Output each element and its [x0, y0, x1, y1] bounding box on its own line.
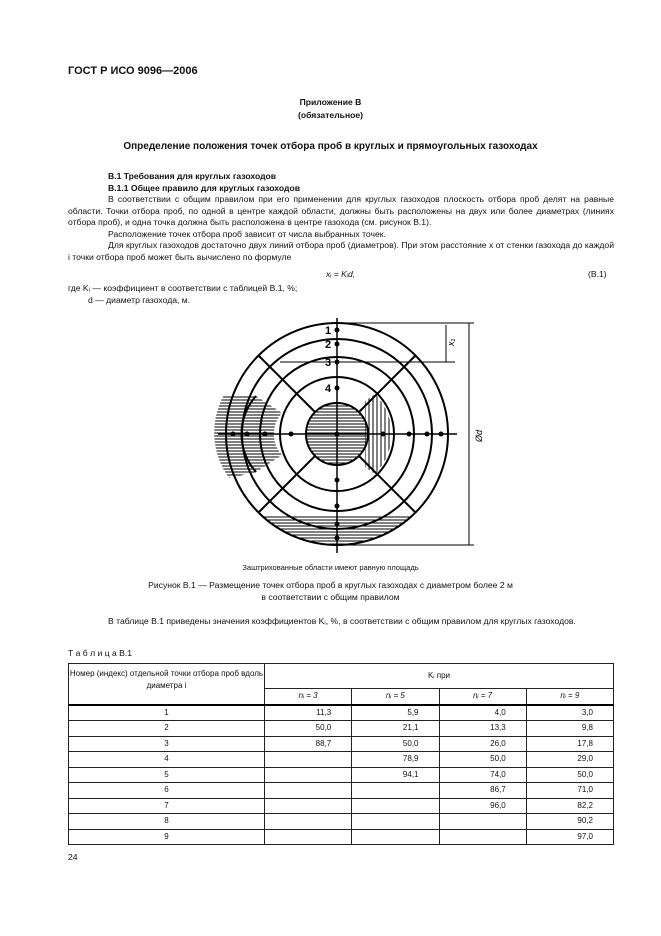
- table-row: [69, 736, 614, 752]
- table-cell: 94,1: [352, 767, 439, 783]
- table-title: Т а б л и ц а В.1: [68, 648, 133, 658]
- table-cell: 74,0: [439, 767, 526, 783]
- table-cell: 86,7: [439, 783, 526, 799]
- table-cell: 26,0: [439, 736, 526, 752]
- table-cell: 3,0: [526, 705, 613, 721]
- table-cell: 3: [69, 736, 265, 752]
- table-row: [69, 752, 614, 768]
- section-title: В.1 Требования для круглых газоходов: [108, 171, 277, 181]
- column-header: nᵢ = 5: [352, 689, 439, 705]
- table-row: [69, 783, 614, 799]
- column-header: nᵢ = 7: [439, 689, 526, 705]
- column-header: Номер (индекс) отдельной точки отбора проб вдоль диаметра i: [69, 664, 265, 705]
- table-cell: 78,9: [352, 752, 439, 768]
- point-label: 1: [325, 325, 332, 337]
- table-row: [69, 767, 614, 783]
- table-cell: 82,2: [526, 798, 613, 814]
- table-row: [69, 798, 614, 814]
- table-cell: 8: [69, 814, 265, 830]
- sampling-points-diagram: [200, 315, 500, 560]
- table-cell: 88,7: [265, 736, 352, 752]
- table-cell: 13,3: [439, 721, 526, 737]
- table-cell: [265, 752, 352, 768]
- table-cell: [265, 814, 352, 830]
- figure-note: Заштрихованные области имеют равную площадь: [242, 563, 419, 572]
- table-cell: 17,8: [526, 736, 613, 752]
- table-cell: 4,0: [439, 705, 526, 721]
- table-cell: [352, 814, 439, 830]
- column-header: nᵢ = 9: [526, 689, 613, 705]
- table-row: [69, 814, 614, 830]
- table-cell: 50,0: [439, 752, 526, 768]
- table-cell: [352, 798, 439, 814]
- table-cell: 1: [69, 705, 265, 721]
- table-cell: 5,9: [352, 705, 439, 721]
- definition: где Kᵢ — коэффициент в соответствии с таблицей В.1, %;: [68, 283, 298, 293]
- table-cell: 97,0: [526, 829, 613, 845]
- table-cell: [265, 798, 352, 814]
- table-cell: [439, 814, 526, 830]
- point-label: 3: [325, 357, 332, 369]
- paragraph: Для круглых газоходов достаточно двух линий отбора проб (диаметров). При этом расстояние x от стенки газохода до каждой i точки отбора проб может быть вычислено по формуле: [68, 240, 614, 262]
- figure-caption: в соответствии с общим правилом: [261, 592, 400, 602]
- column-group-header: Kᵢ при: [265, 664, 614, 689]
- table-cell: [352, 829, 439, 845]
- table-cell: 50,0: [265, 721, 352, 737]
- table-cell: 90,2: [526, 814, 613, 830]
- table-cell: 4: [69, 752, 265, 768]
- table-cell: 50,0: [526, 767, 613, 783]
- table-row: [69, 705, 614, 721]
- table-cell: 6: [69, 783, 265, 799]
- table-cell: 50,0: [352, 736, 439, 752]
- table-cell: 21,1: [352, 721, 439, 737]
- table-cell: [265, 767, 352, 783]
- figure-caption: Рисунок В.1 — Размещение точек отбора проб в круглых газоходах с диаметром более 2 м: [148, 580, 513, 590]
- table-cell: 9: [69, 829, 265, 845]
- column-header: nᵢ = 3: [265, 689, 352, 705]
- annex-status: (обязательное): [297, 110, 364, 120]
- table-cell: 29,0: [526, 752, 613, 768]
- definition: d — диаметр газохода, м.: [88, 295, 191, 305]
- annex-title: Приложение В: [299, 97, 362, 107]
- table-cell: 7: [69, 798, 265, 814]
- table-cell: 96,0: [439, 798, 526, 814]
- table-cell: 71,0: [526, 783, 613, 799]
- standard-header: ГОСТ Р ИСО 9096—2006: [68, 65, 198, 77]
- point-label: 2: [325, 339, 332, 351]
- paragraph: В таблице В.1 приведены значения коэффициентов Kᵢ, %, в соответствии с общим правилом для круглых газоходов.: [108, 616, 576, 626]
- point-label: 4: [325, 383, 332, 395]
- subsection-title: В.1.1 Общее правило для круглых газоходов: [108, 183, 300, 193]
- diameter-label: Ød: [474, 429, 484, 442]
- formula: xᵢ = Kᵢd,: [326, 269, 356, 279]
- table-cell: 11,3: [265, 705, 352, 721]
- table-row: [69, 721, 614, 737]
- paragraph: В соответствии с общим правилом при его применении для круглых газоходов плоскость отбора проб делят на равные области. Точки отбора проб, по одной в центре каждой области, должны быть расположены на двух или более диаметрах (линиях отбора проб), и одна точка должна быть расположена в центре газохода (см. рисунок В.1).: [68, 194, 614, 228]
- page-heading: Определение положения точек отбора проб в круглых и прямоугольных газоходах: [123, 141, 538, 152]
- x1-label: x₁: [446, 338, 456, 346]
- paragraph: Расположение точек отбора проб зависит от числа выбранных точек.: [108, 229, 386, 239]
- table-cell: 2: [69, 721, 265, 737]
- table-cell: [439, 829, 526, 845]
- table-cell: 5: [69, 767, 265, 783]
- table-row: [69, 829, 614, 845]
- table-cell: [265, 829, 352, 845]
- page-number: 24: [68, 852, 78, 862]
- table-cell: [265, 783, 352, 799]
- coefficients-table: [68, 663, 614, 845]
- table-cell: 9,8: [526, 721, 613, 737]
- table-cell: [352, 783, 439, 799]
- formula-number: (В.1): [588, 269, 607, 279]
